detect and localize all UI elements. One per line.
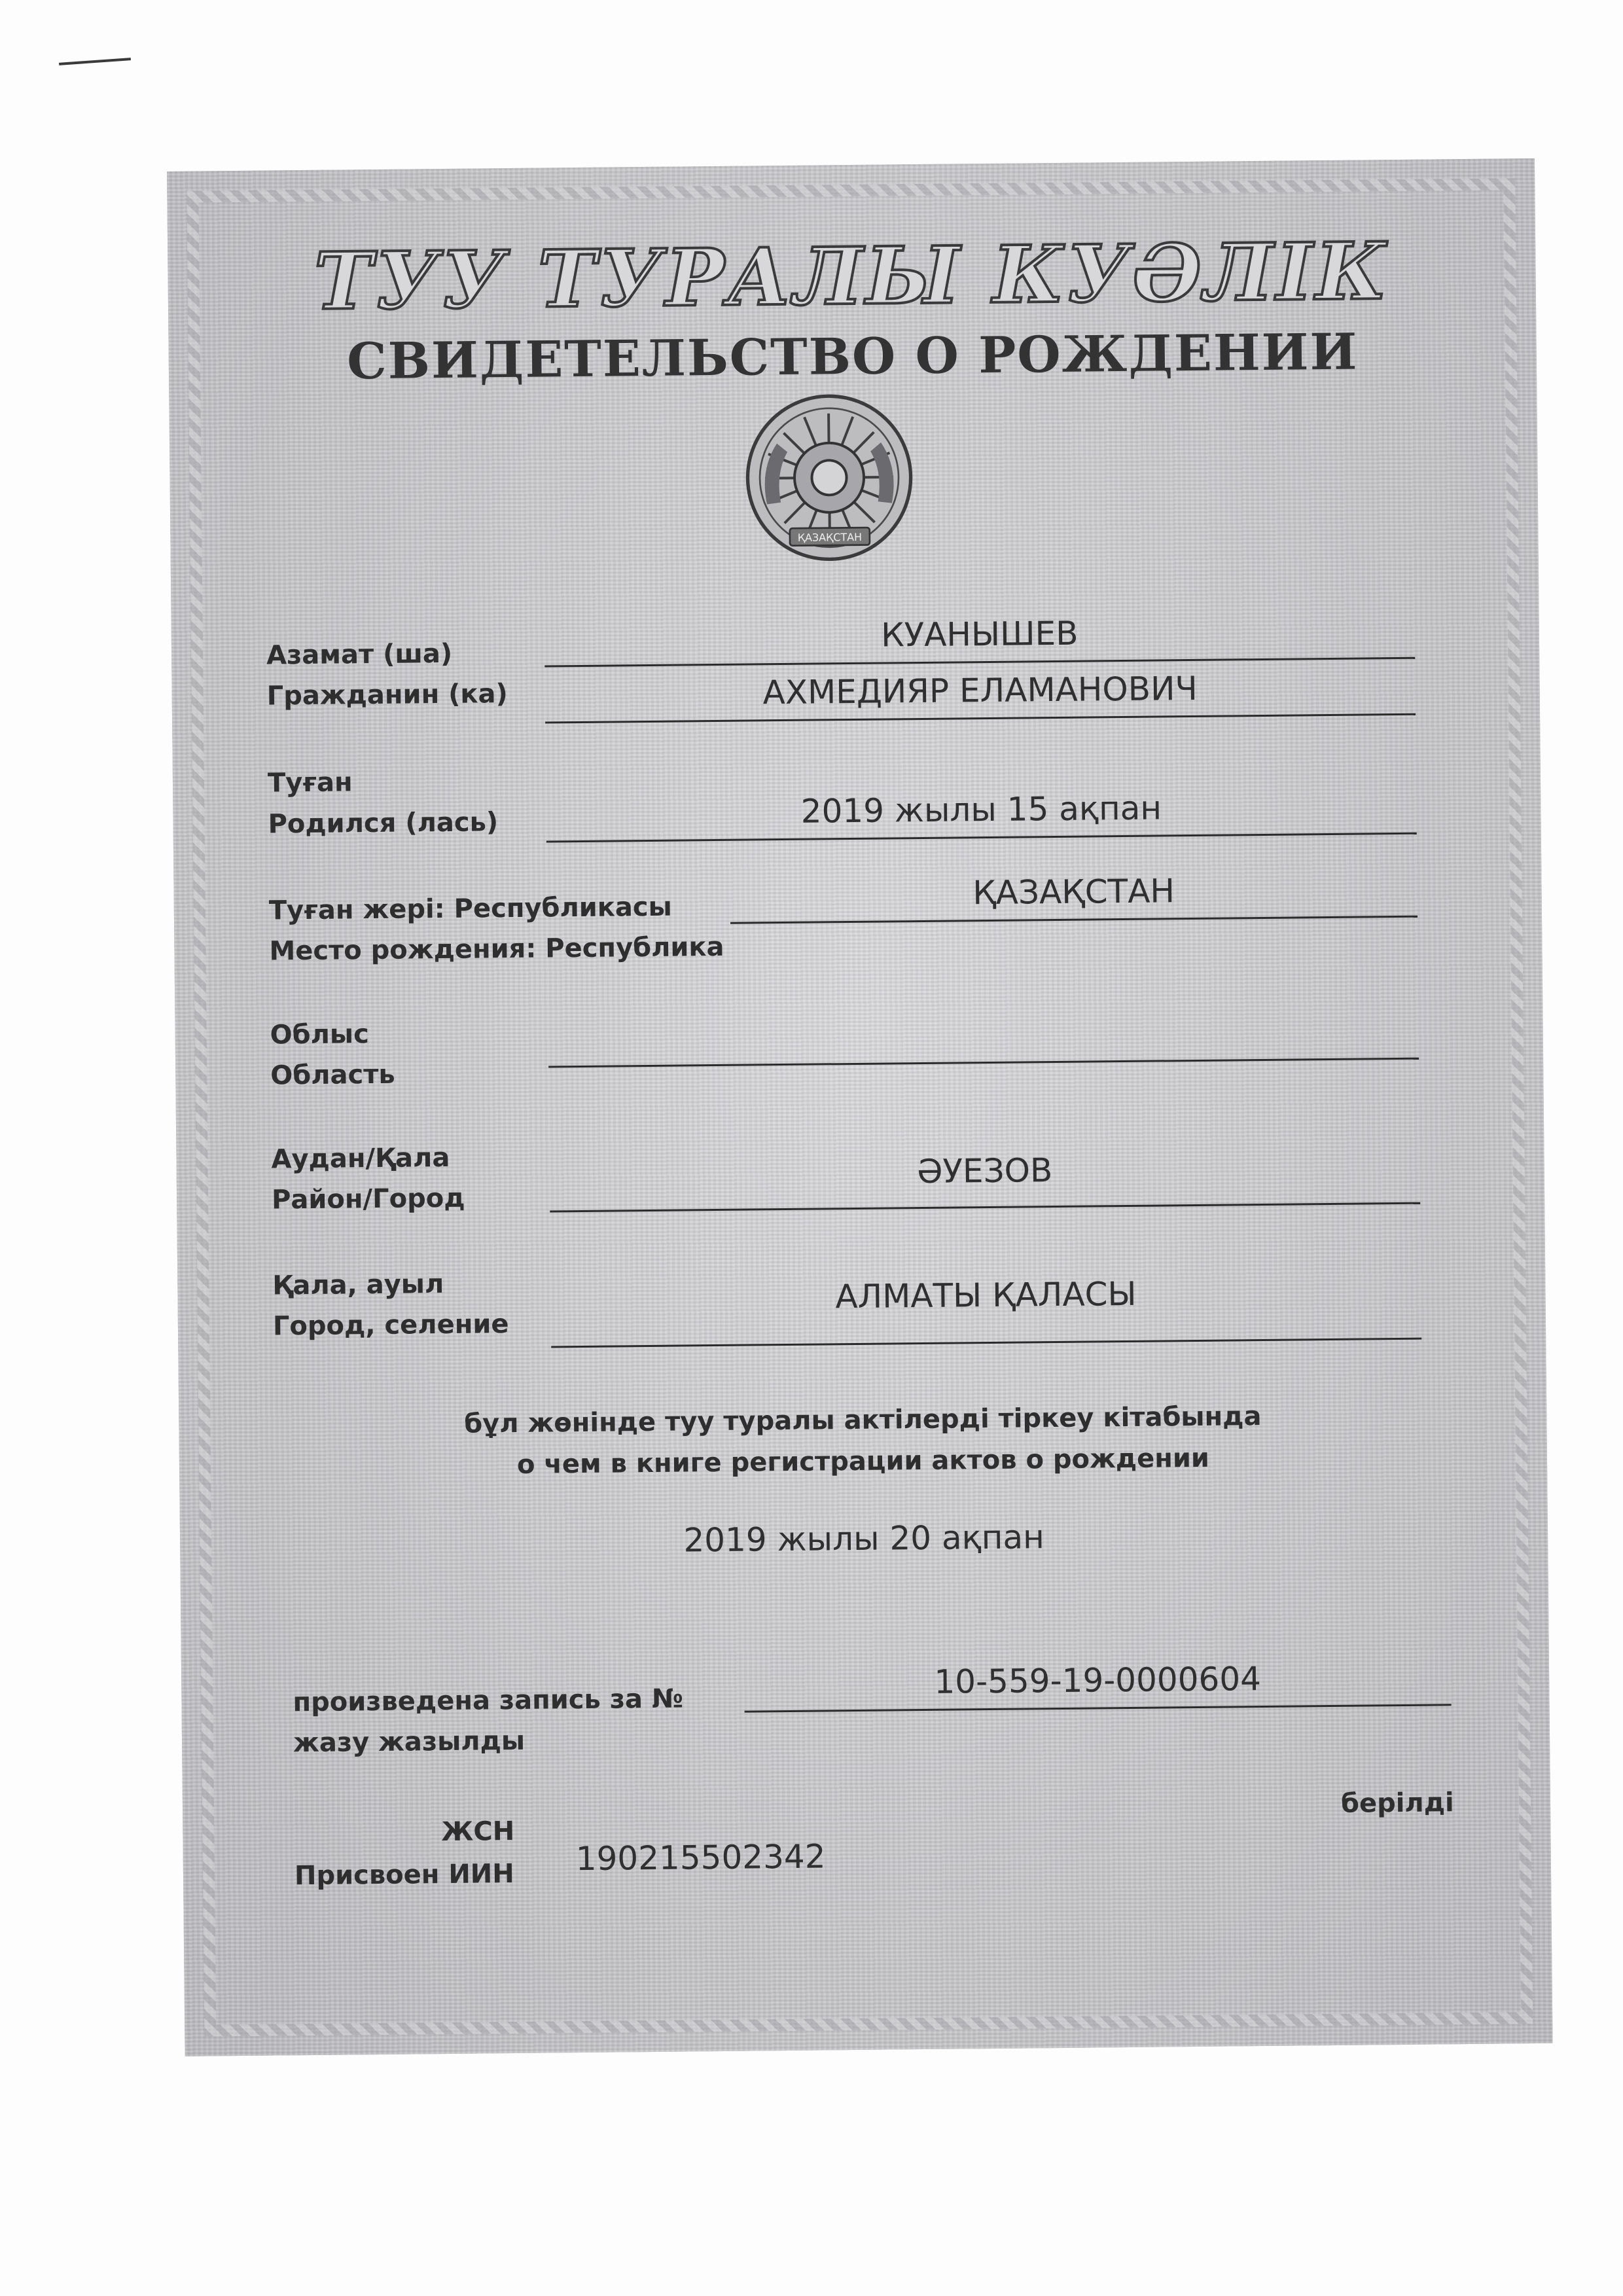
title-kazakh: ТУУ ТУРАЛЫ КУӘЛІК [313, 225, 1390, 328]
district-label-ru: Район/Город [271, 1183, 465, 1215]
region-label-ru: Область [270, 1059, 395, 1091]
title-russian: СВИДЕТЕЛЬСТВО О РОЖДЕНИИ [346, 322, 1359, 391]
born-label-ru: Родился (лась) [268, 807, 499, 840]
emblem-text: ҚАЗАҚСТАН [797, 531, 863, 544]
record-number-value: 10-559-19-0000604 [934, 1660, 1262, 1701]
citizen-label-ru: Гражданин (ка) [266, 679, 508, 711]
settlement-label-ru: Город, селение [272, 1309, 509, 1342]
iin-label-ru: Присвоен ИИН [294, 1859, 514, 1892]
birth-date-value: 2019 жылы 15 ақпан [800, 789, 1162, 831]
iin-label-kz: ЖСН [441, 1816, 515, 1848]
settlement-label-kz: Қала, ауыл [272, 1269, 444, 1301]
state-emblem-icon [741, 390, 917, 565]
registry-text-kz: бұл жөнінде туу туралы актілерді тіркеу кітабында [464, 1401, 1262, 1439]
birthplace-label-ru: Место рождения: Республика [269, 931, 724, 967]
registration-date-value: 2019 жылы 20 ақпан [683, 1518, 1045, 1560]
birth-certificate [167, 158, 1553, 2056]
iin-value: 190215502342 [575, 1837, 826, 1878]
given-names-value: АХМЕДИЯР ЕЛАМАНОВИЧ [762, 669, 1198, 712]
scan-artifact-mark [59, 58, 131, 65]
birthplace-value: ҚАЗАҚСТАН [972, 872, 1175, 912]
born-label-kz: Туған [267, 767, 353, 798]
surname-value: КУАНЫШЕВ [880, 614, 1079, 655]
district-label-kz: Аудан/Қала [271, 1142, 450, 1175]
record-label-ru: произведена запись за № [293, 1683, 684, 1718]
birthplace-label-kz: Туған жері: Республикасы [268, 891, 673, 926]
citizen-label-kz: Азамат (ша) [266, 638, 453, 671]
registry-text-ru: о чем в книге регистрации актов о рождении [516, 1443, 1210, 1480]
record-label-kz: жазу жазылды [293, 1725, 526, 1759]
issued-label: берілді [1340, 1787, 1454, 1819]
settlement-value: АЛМАТЫ ҚАЛАСЫ [835, 1274, 1137, 1316]
district-value: ӘУЕЗОВ [916, 1151, 1053, 1191]
region-label-kz: Облыс [270, 1019, 370, 1050]
